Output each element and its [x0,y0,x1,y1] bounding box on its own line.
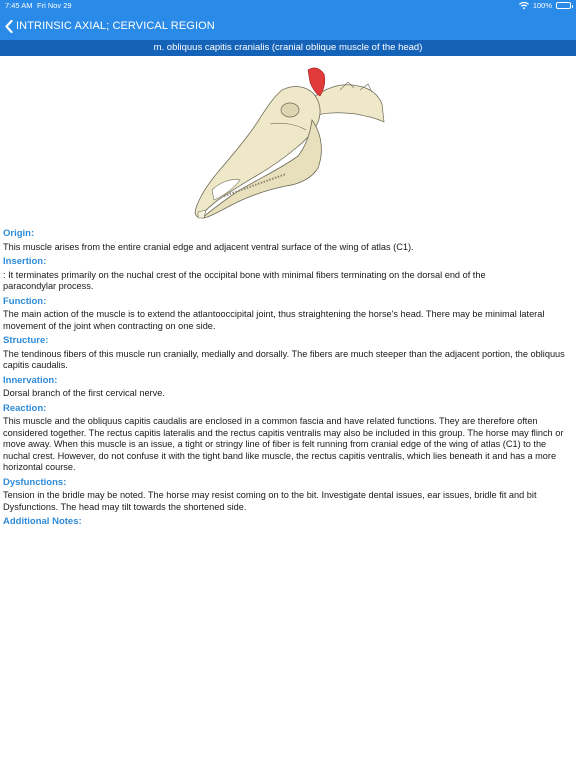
section-reaction [3,402,571,474]
section-innervation [3,374,571,400]
function-heading: Function: [3,295,47,307]
structure-heading: Structure: [3,335,49,346]
navigation-bar [0,0,576,40]
battery-percent: 100% [532,1,552,10]
additional-notes-heading: Additional Notes: [3,516,82,527]
chevron-left-icon [5,20,13,33]
nav-header [0,14,576,38]
dysfunctions-heading: Dysfunctions: [3,476,67,488]
section-function [3,295,571,333]
muscle-title-bar: m. obliquus capitis cranialis (cranial oblique muscle of the head) [0,40,576,56]
dysfunctions-text: Tension in the bridle may be noted. The horse may resist coming on to the bit. Investigate dental issues, ear issues, bridle fit and bit Dysfunctions. The head may tilt towards the shortened side. [3,490,537,512]
back-button[interactable] [0,14,215,38]
status-date: Fri Nov 29 [37,1,72,10]
muscle-details [3,227,571,530]
wifi-icon [519,2,529,10]
status-indicators [519,0,571,11]
origin-text: This muscle arises from the entire cranial edge and adjacent ventral surface of the wing of atlas (C1). [3,241,414,252]
status-bar [0,0,576,11]
function-text: The main action of the muscle is to extend the atlantooccipital joint, thus straightening the horse's head. There may be minimal lateral movement of the joint when contracting on one side. [3,309,545,331]
innervation-heading: Innervation: [3,374,58,386]
section-origin [3,227,571,253]
section-insertion [3,255,571,293]
battery-icon [556,2,571,9]
insertion-text: : It terminates primarily on the nuchal crest of the occipital bone with minimal fibers terminating on the dorsal end of the paracondylar process. [3,269,486,291]
origin-heading: Origin: [3,228,35,239]
reaction-text: This muscle and the obliquus capitis caudalis are enclosed in a common fascia and have related functions. They are therefore often considered together. The rectus capitis lateralis and the rectus capitis ventralis may also be included in this group. The horse may flinch or move away. When this muscle is an issue, a tight or stringy line of fiber is felt running from cranial edge of the wing of atlas (C1) to the nuchal crest. However, do not confuse it with the tight band like muscle, the rectus capitis ventralis, which lies beneath it and has a more horizontal course. [3,416,564,472]
insertion-heading: Insertion: [3,256,47,267]
status-time: 7:45 AM [5,1,33,10]
section-dysfunctions [3,476,571,514]
horse-skull-illustration [190,60,386,224]
section-structure [3,334,571,372]
structure-text: The tendinous fibers of this muscle run cranially, medially and dorsally. The fibers are much steeper than the adjacent portion, the obliquus capitis caudalis. [3,348,565,370]
innervation-text: Dorsal branch of the first cervical nerve. [3,388,165,398]
nav-title: INTRINSIC AXIAL; CERVICAL REGION [16,20,215,32]
reaction-heading: Reaction: [3,402,47,414]
section-additional-notes [3,515,571,528]
